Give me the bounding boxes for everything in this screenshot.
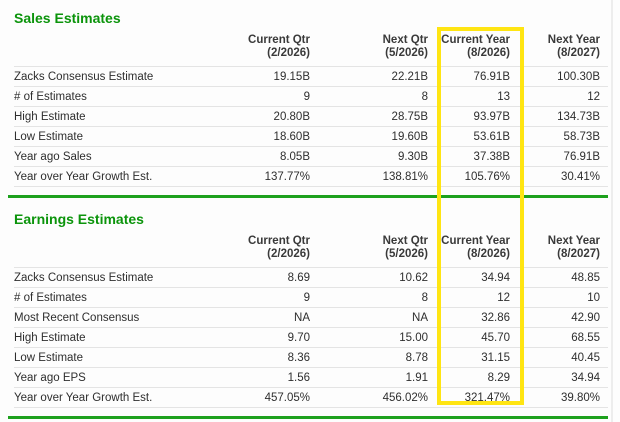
cell-value: 1.56 [204, 368, 310, 388]
row-label: # of Estimates [14, 288, 204, 308]
row-label: Low Estimate [14, 348, 204, 368]
row-label: Year ago Sales [14, 147, 204, 167]
cell-value: NA [310, 308, 428, 328]
cell-value: 8.29 [428, 368, 510, 388]
earnings-estimates-title: Earnings Estimates [14, 211, 144, 227]
cell-value: 457.05% [204, 388, 310, 408]
row-label: Most Recent Consensus [14, 308, 204, 328]
section-divider-rule [8, 416, 608, 419]
column-date: (8/2027) [557, 248, 600, 260]
cell-value: 34.94 [428, 268, 510, 288]
cell-value: 456.02% [310, 388, 428, 408]
cell-value: 9 [204, 87, 310, 107]
row-label: Low Estimate [14, 127, 204, 147]
column-header-current-year [428, 34, 510, 67]
column-period: Next Year [547, 235, 600, 247]
cell-value: 39.80% [510, 388, 608, 408]
column-header-next-year [510, 235, 608, 268]
table-row [14, 87, 608, 107]
cell-value: 40.45 [510, 348, 608, 368]
cell-value: 10 [510, 288, 608, 308]
cell-value: 1.91 [310, 368, 428, 388]
cell-value: 58.73B [510, 127, 608, 147]
cell-value: 8 [310, 288, 428, 308]
table-row [14, 268, 608, 288]
cell-value: 37.38B [428, 147, 510, 167]
cell-value: 134.73B [510, 107, 608, 127]
table-row [14, 368, 608, 388]
cell-value: 48.85 [510, 268, 608, 288]
cell-value: 8.05B [204, 147, 310, 167]
row-label: High Estimate [14, 107, 204, 127]
cell-value: 18.60B [204, 127, 310, 147]
cell-value: 19.15B [204, 67, 310, 87]
column-date: (5/2026) [385, 47, 428, 59]
column-date: (8/2026) [467, 248, 510, 260]
column-period: Next Year [547, 34, 600, 46]
cell-value: 9.70 [204, 328, 310, 348]
cell-value: 12 [428, 288, 510, 308]
cell-value: 34.94 [510, 368, 608, 388]
earnings-header-row [14, 235, 608, 268]
column-period: Current Year [441, 235, 510, 247]
cell-value: 12 [510, 87, 608, 107]
cell-value: 32.86 [428, 308, 510, 328]
empty-header-cell [14, 34, 204, 67]
cell-value: 42.90 [510, 308, 608, 328]
row-label: Zacks Consensus Estimate [14, 67, 204, 87]
column-date: (8/2026) [467, 47, 510, 59]
cell-value: 137.77% [204, 167, 310, 187]
earnings-estimates-section [0, 198, 620, 419]
cell-value: 8 [310, 87, 428, 107]
column-header-next-qtr [310, 235, 428, 268]
column-period: Next Qtr [382, 235, 428, 247]
cell-value: 10.62 [310, 268, 428, 288]
row-label: Year ago EPS [14, 368, 204, 388]
cell-value: 19.60B [310, 127, 428, 147]
table-row [14, 348, 608, 368]
cell-value: 22.21B [310, 67, 428, 87]
column-header-next-qtr [310, 34, 428, 67]
empty-header-cell [14, 235, 204, 268]
row-label: High Estimate [14, 328, 204, 348]
row-label: Year over Year Growth Est. [14, 388, 204, 408]
cell-value: 68.55 [510, 328, 608, 348]
cell-value: 15.00 [310, 328, 428, 348]
column-date: (2/2026) [267, 47, 310, 59]
column-period: Current Year [441, 34, 510, 46]
row-label: # of Estimates [14, 87, 204, 107]
sales-header-row [14, 34, 608, 67]
table-row [14, 167, 608, 187]
column-period: Current Qtr [248, 34, 310, 46]
column-header-current-qtr [204, 235, 310, 268]
cell-value: 105.76% [428, 167, 510, 187]
cell-value: 93.97B [428, 107, 510, 127]
table-row [14, 288, 608, 308]
cell-value: 9 [204, 288, 310, 308]
cell-value: 45.70 [428, 328, 510, 348]
table-row [14, 328, 608, 348]
column-date: (8/2027) [557, 47, 600, 59]
cell-value: 31.15 [428, 348, 510, 368]
sales-estimates-title: Sales Estimates [14, 10, 121, 26]
cell-value: 30.41% [510, 167, 608, 187]
row-label: Year over Year Growth Est. [14, 167, 204, 187]
cell-value: 20.80B [204, 107, 310, 127]
column-header-next-year [510, 34, 608, 67]
cell-value: 100.30B [510, 67, 608, 87]
sales-estimates-section [0, 0, 620, 198]
cell-value: 9.30B [310, 147, 428, 167]
column-date: (2/2026) [267, 248, 310, 260]
column-period: Next Qtr [382, 34, 428, 46]
cell-value: 8.36 [204, 348, 310, 368]
column-header-current-year [428, 235, 510, 268]
sales-estimates-table [14, 34, 608, 187]
column-header-current-qtr [204, 34, 310, 67]
cell-value: 28.75B [310, 107, 428, 127]
table-row [14, 127, 608, 147]
right-edge-strip [611, 0, 613, 422]
column-date: (5/2026) [385, 248, 428, 260]
cell-value: 138.81% [310, 167, 428, 187]
cell-value: 321.47% [428, 388, 510, 408]
cell-value: 13 [428, 87, 510, 107]
column-period: Current Qtr [248, 235, 310, 247]
earnings-estimates-table [14, 235, 608, 408]
cell-value: 8.69 [204, 268, 310, 288]
table-row [14, 107, 608, 127]
table-row [14, 67, 608, 87]
table-row [14, 147, 608, 167]
cell-value: NA [204, 308, 310, 328]
cell-value: 53.61B [428, 127, 510, 147]
cell-value: 8.78 [310, 348, 428, 368]
table-row [14, 308, 608, 328]
table-row [14, 388, 608, 408]
cell-value: 76.91B [428, 67, 510, 87]
cell-value: 76.91B [510, 147, 608, 167]
row-label: Zacks Consensus Estimate [14, 268, 204, 288]
